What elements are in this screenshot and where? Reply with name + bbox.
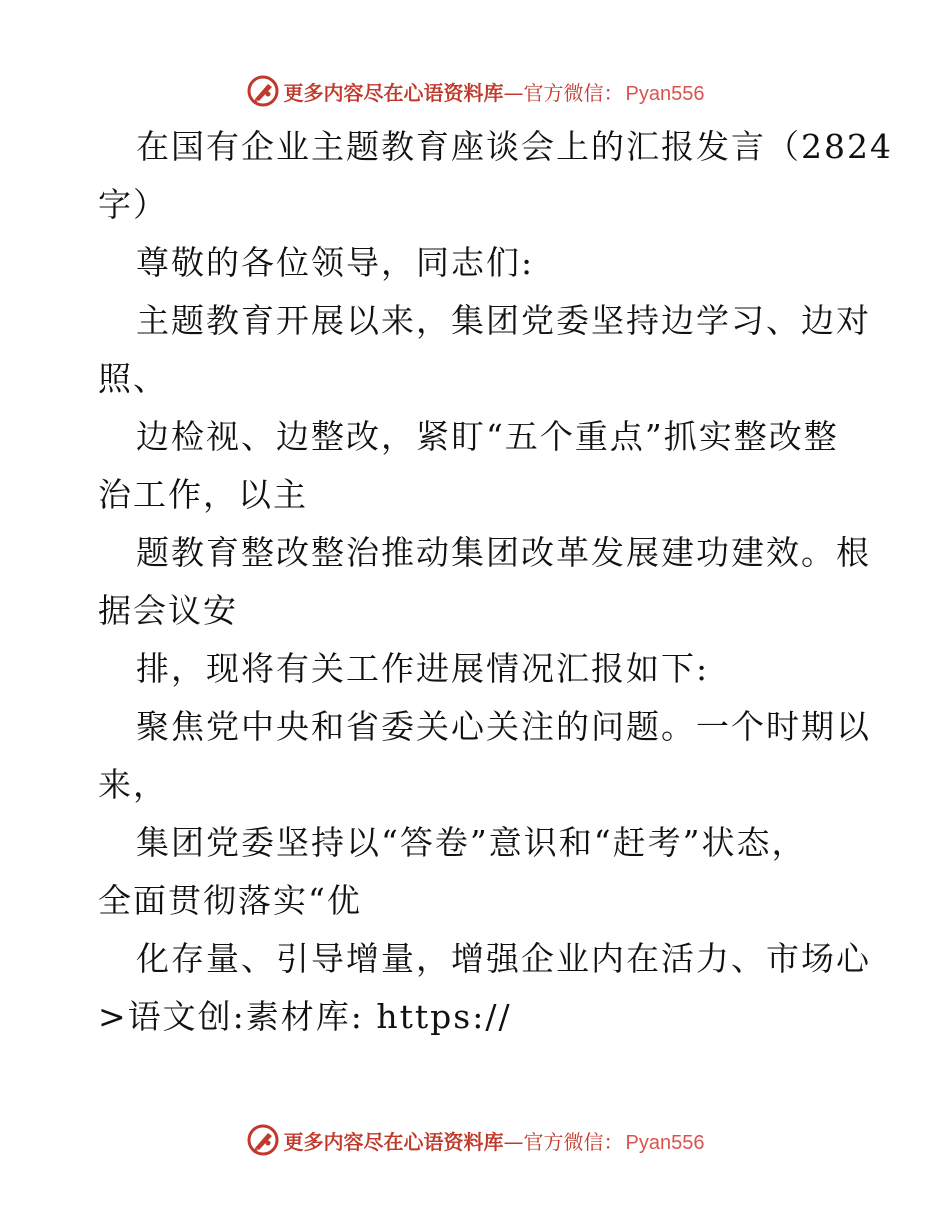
- banner-wechat-id: Pyan556: [625, 1131, 705, 1154]
- doc-paragraph-line: 题教育整改整治推动集团改革发展建功建效。根: [136, 533, 871, 572]
- footer-banner: [0, 1120, 950, 1160]
- doc-paragraph-line: 边检视、边整改，紧盯“五个重点”抓实整改整: [136, 417, 839, 456]
- pen-logo-icon: [246, 1123, 280, 1157]
- doc-title-line-2: 字）: [98, 185, 168, 224]
- doc-paragraph-line: 照、: [98, 359, 168, 398]
- doc-salutation: 尊敬的各位领导，同志们:: [136, 243, 535, 282]
- doc-paragraph-line: >语文创:素材库: https://: [98, 997, 512, 1036]
- banner-separator: —: [503, 80, 524, 105]
- banner-main-text: 更多内容尽在心语资料库: [283, 1129, 504, 1154]
- doc-paragraph-line: 来，: [98, 765, 168, 804]
- banner-main-text: 更多内容尽在心语资料库: [283, 80, 504, 105]
- header-banner: [0, 71, 950, 111]
- doc-paragraph-line: 化存量、引导增量，增强企业内在活力、市场心: [136, 939, 871, 978]
- banner-wechat-label: 官方微信：: [523, 80, 624, 105]
- doc-paragraph-line: 据会议安: [98, 591, 238, 630]
- doc-paragraph-line: 集团党委坚持以“答卷”意识和“赶考”状态，: [136, 823, 807, 862]
- doc-paragraph-line: 聚焦党中央和省委关心关注的问题。一个时期以: [136, 707, 871, 746]
- banner-separator: —: [503, 1129, 524, 1154]
- doc-paragraph-line: 治工作，以主: [98, 475, 308, 514]
- doc-title-line-1: 在国有企业主题教育座谈会上的汇报发言（2824: [136, 127, 893, 166]
- banner-wechat-id: Pyan556: [625, 82, 705, 105]
- banner-wechat-label: 官方微信：: [523, 1129, 624, 1154]
- doc-paragraph-line: 全面贯彻落实“优: [98, 881, 362, 920]
- doc-paragraph-line: 排，现将有关工作进展情况汇报如下:: [136, 649, 710, 688]
- document-body: [98, 118, 893, 1046]
- doc-paragraph-line: 主题教育开展以来，集团党委坚持边学习、边对: [136, 301, 871, 340]
- pen-logo-icon: [246, 74, 280, 108]
